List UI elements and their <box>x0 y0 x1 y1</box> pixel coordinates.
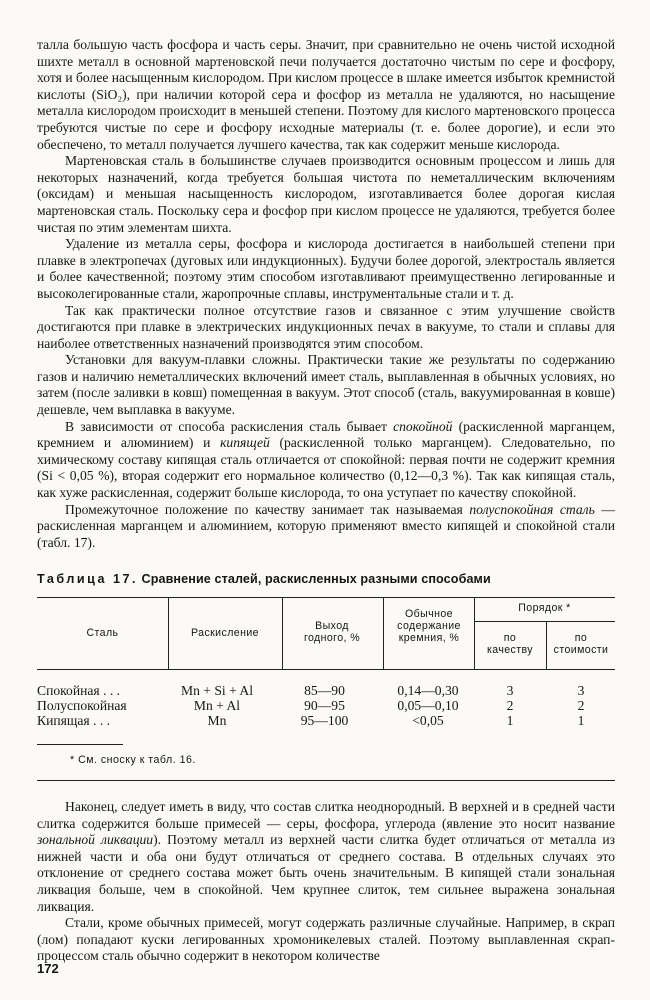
text-run: В зависимости от способа раскисления сталь бывает <box>65 418 394 434</box>
cell-silicon: 0,14—0,30 <box>397 683 459 698</box>
cell-yield: 90—95 <box>304 698 345 713</box>
paragraph-segregation <box>37 799 615 915</box>
text-run: (раскисленной только марганцем). Следовательно, по химическому составу кипящая сталь отличается от спокойной: первая почти не содержит кремния (Si < 0,05 %), вторая содержит его нормальное количество (0,12—0,3 %). Так как кипящая сталь, как хуже раскисленная, содержит больше кислорода, то она уступает по качеству спокойной. <box>37 435 615 501</box>
cell-yield: 95—100 <box>300 713 349 728</box>
table-footnote: * См. сноску к табл. 16. <box>70 754 196 766</box>
paragraph-open-hearth-steel: Мартеновская сталь в большинстве случаев производится основным процессом и лишь для некоторых назначений, когда требуется большая чистота по неметаллическим включениям (оксидам) и меньшая насыщенность кислородом, изготавливается более дорогая кислая мартеновская сталь. Поскольку сера и фосфор при кислом процессе не удаляются, требуется более чистая по этим элементам шихта. <box>37 153 615 235</box>
header-yield: Выход годного, % <box>303 620 361 644</box>
cell-cost: 2 <box>577 698 585 713</box>
table-caption <box>37 572 615 586</box>
cell-cost: 1 <box>577 713 585 728</box>
paragraph-semi-killed <box>37 502 615 552</box>
body-text-bottom <box>37 799 615 965</box>
cell-yield: 85—90 <box>304 683 345 698</box>
table-column-divider <box>546 622 547 669</box>
cell-quality: 1 <box>506 713 514 728</box>
cell-quality: 2 <box>506 698 514 713</box>
paragraph-deoxidation <box>37 419 615 502</box>
term-zonal-segregation: зональной ликвации <box>37 832 154 848</box>
cell-steel: Спокойная . . . <box>37 683 121 698</box>
header-steel: Сталь <box>86 627 119 639</box>
cell-quality: 3 <box>506 683 514 698</box>
table-bottom-rule <box>37 780 615 781</box>
table-title: Сравнение сталей, раскисленных разными способами <box>141 572 491 586</box>
cell-cost: 3 <box>577 683 585 698</box>
text-run: Наконец, следует иметь в виду, что состав слитка неоднородный. В верхней и в средней части слитка содержится больше примесей — серы, фосфора, углерода (явление это носит название <box>37 799 615 831</box>
paragraph-vacuum-ladle: Установки для вакуум-плавки сложны. Практически такие же результаты по содержанию газов и наличию неметаллических включений имеет сталь, выплавленная в обычных условиях, но затем (после заливки в ковш) помещенная в вакуум. Этот способ (сталь, вакуумированная в ковше) дешевле, чем выплавка в вакууме. <box>37 352 615 418</box>
cell-deoxidation: Mn <box>207 713 227 728</box>
paragraph-electric-furnace: Удаление из металла серы, фосфора и кислорода достигается в наибольшей степени при плавке в электропечах (дуговых или индукционных). Будучи более дорогой, электросталь является и более качественной; поэтому этим способом изготавливают преимущественно легированные и высоколегированные стали, жаропрочные сплавы, инструментальные стали и т. д. <box>37 236 615 301</box>
cell-silicon: <0,05 <box>412 713 444 728</box>
term-rimmed-steel: кипящей <box>220 435 270 451</box>
term-semi-killed-steel: полуспокойная сталь <box>469 501 595 517</box>
footnote-rule <box>37 744 123 745</box>
text-run: — раскисленная марганцем и алюминием, которую применяют вместо кипящей и спокойной стали (табл. 17). <box>37 501 615 550</box>
paragraph-vacuum-induction: Так как практически полное отсутствие газов и связанное с этим улучшение свойств достигаются при плавке в электрических индукционных печах в вакууме, то стали и сплавы для наиболее ответственных назначений производятся этим способом. <box>37 302 615 351</box>
header-order: Порядок * <box>518 602 571 614</box>
cell-steel: Полуспокойная <box>37 698 127 713</box>
table-header-rule <box>37 669 615 670</box>
paragraph-open-hearth-continued: талла большую часть фосфора и часть серы. Значит, при сравнительно не очень чистой исходной шихте металл в основной мартеновской печи получается достаточно чистым по сере и фосфору, хотя и более насыщенным кислородом. При кислом процессе в шлаке имеется избыток кремнистой кислоты (SiO₂), при наличии которой сера и фосфор из металла не удаляются, но насыщение металла кислородом происходит в меньшей степени. Поэтому для кислого мартеновского процесса требуются чистые по сере и фосфору исходные материалы (т. е. более дорогие), и если это обеспечено, то металл получается лучшего качества, так как содержит меньше кислорода. <box>37 37 615 152</box>
text-run: ). Поэтому металл из верхней части слитка будет отличаться от металла из нижней части и оба они будут отличаться от среднего состава. В отдельных случаях это отклонение от среднего состава может быть очень значительным. В кипящей стали зональная ликвация больше, чем в спокойной. Чем крупнее слиток, тем сильнее выражена зональная ликвация. <box>37 832 615 914</box>
order-group-rule <box>474 621 615 622</box>
cell-silicon: 0,05—0,10 <box>397 698 459 713</box>
header-by-quality: по качеству <box>487 632 533 656</box>
body-text-top <box>37 37 615 551</box>
term-killed-steel: спокойной <box>393 418 453 434</box>
cell-deoxidation: Mn + Al <box>193 698 241 713</box>
table-top-rule <box>37 597 615 598</box>
cell-deoxidation: Mn + Si + Al <box>181 683 253 698</box>
table-column-divider <box>282 598 283 669</box>
table-column-divider <box>383 598 384 669</box>
header-silicon: Обычное содержание кремния, % <box>397 608 461 644</box>
header-by-cost: по стоимости <box>553 632 609 656</box>
text-run: (раскисленной марганцем, кремнием и алюминием) и <box>37 418 616 451</box>
header-deoxidation: Раскисление <box>191 627 259 639</box>
cell-steel: Кипящая . . . <box>37 713 111 728</box>
table-label: Таблица 17. <box>37 572 138 586</box>
page-number: 172 <box>37 961 59 976</box>
text-run: Промежуточное положение по качеству занимает так называемая <box>65 501 470 517</box>
paragraph-scrap: Стали, кроме обычных примесей, могут содержать различные случайные. Например, в скрап (лом) попадают куски легированных хромоникелевых сталей. Поэтому выплавленная скрап-процессом сталь обычно содержит в некотором количестве <box>37 915 615 964</box>
